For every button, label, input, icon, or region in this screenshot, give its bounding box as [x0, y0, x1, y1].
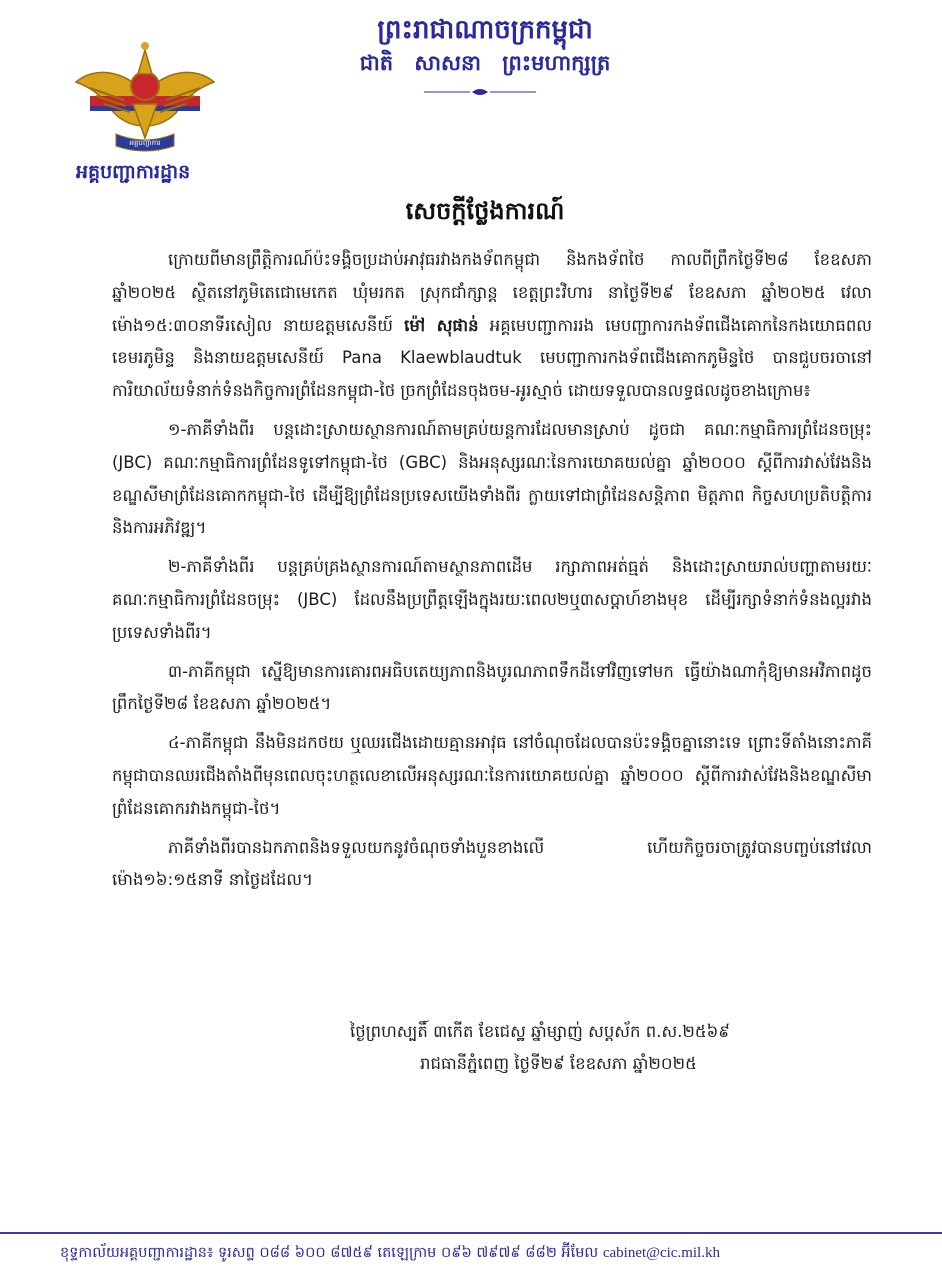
point-4: ៤-ភាគីកម្ពុជា នឹងមិនដកថយ ឬឈរជើងដោយគ្មានអាវុធ នៅចំណុចដែលបានប៉ះទង្គិចគ្នានោះទេ ព្រោះទីតាំងនោះភាគីកម្ពុជាបានឈរជើងតាំងពីមុនពេលចុះហត្ថលេខាលើអនុស្សរណៈនៃការយោគយល់គ្នា ឆ្នាំ២០០០ ស្តីពីការវាស់វែងនិងខណ្ឌសីមាព្រំដែនគោករវាងកម្ពុជា-ថៃ។	[112, 733, 872, 818]
intro-paragraph	[112, 244, 872, 408]
intro-text-2: អគ្គមេបញ្ជាការរង មេបញ្ជាការកងទ័ពជើងគោកនៃកងយោធពលខេមរភូមិន្ទ និងនាយឧត្តមសេនីយ៍ Pana Klaewblaudtuk មេបញ្ជាការកងទ័ពជើងគោកភូមិន្ទថៃ បានជួបចរចានៅការិយាល័យទំនាក់ទំនងកិច្ចការព្រំដែនកម្ពុជា-ថៃ ច្រកព្រំដែនចុងចម-អូរស្មាច់ ដោយទទួលបានលទ្ធផលដូចខាងក្រោម៖	[112, 315, 872, 401]
solar-date: រាជធានីភ្នំពេញ ថ្ងៃទី២៩ ខែឧសភា ឆ្នាំ២០២៥	[420, 1054, 697, 1073]
lunar-date: ថ្ងៃព្រហស្បតិ៍ ៣កើត ខែជេស្ឋ ឆ្នាំម្សាញ់ សប្តស័ក ព.ស.២៥៦៩	[350, 1022, 730, 1041]
ornament-divider-icon	[420, 84, 540, 100]
date-block	[330, 1016, 870, 1080]
command-name: អគ្គបញ្ជាការដ្ឋាន	[76, 161, 191, 183]
closing-paragraph: ភាគីទាំងពីរបានឯកភាពនិងទទួលយកនូវចំណុចទាំងបួនខាងលើ ហើយកិច្ចចរចាត្រូវបានបញ្ចប់នៅវេលាម៉ោង១៦:១៥នាទី នាថ្ងៃដដែល។	[112, 837, 872, 890]
army-emblem-icon	[70, 30, 220, 160]
footer-contact-text: ខុទ្ទកាល័យអគ្គបញ្ជាការដ្ឋាន៖ ទូរសព្ទ ០៨៨ ៦០០ ៨៧៥៩ តេឡេក្រាម ០៩៦ ៧៩៧៩ ៨៨២ អ៊ីមែល	[60, 1245, 599, 1261]
kingdom-title: ព្រះរាជាណាចក្រកម្ពុជា	[377, 15, 593, 45]
footer-email-link[interactable]: cabinet@cic.mil.kh	[602, 1245, 720, 1261]
point-2: ២-ភាគីទាំងពីរ បន្តគ្រប់គ្រងស្ថានការណ៍តាមស្ថានភាពដើម រក្សាភាពអត់ធ្មត់ និងដោះស្រាយរាល់បញ្ហាតាមរយៈគណៈកម្មាធិការព្រំដែនចម្រុះ (JBC) ដែលនឹងប្រព្រឹត្តឡើងក្នុងរយៈពេល២ឬ៣សប្តាហ៍ខាងមុខ ដើម្បីរក្សាទំនាក់ទំនងល្អរវាងប្រទេសទាំងពីរ។	[112, 557, 872, 642]
point-1: ១-ភាគីទាំងពីរ បន្តដោះស្រាយស្ថានការណ៍តាមគ្រប់យន្តការដែលមានស្រាប់ ដូចជា គណៈកម្មាធិការព្រំដែនចម្រុះ (JBC) គណៈកម្មាធិការព្រំដែនទូទៅកម្ពុជា-ថៃ (GBC) និងអនុស្សរណៈនៃការយោគយល់គ្នា ឆ្នាំ២០០០ ស្តីពីការវាស់វែងនិងខណ្ឌសីមាព្រំដែនគោកកម្ពុជា-ថៃ ដើម្បីឱ្យព្រំដែនប្រទេសយើងទាំងពីរ ក្លាយទៅជាព្រំដែនសន្តិភាព មិត្តភាព កិច្ចសហប្រតិបត្តិការ និងការអភិវឌ្ឍ។	[112, 419, 872, 538]
document-title: សេចក្តីថ្លែងការណ៍	[405, 197, 565, 225]
official-name: ម៉ៅ សុផាន់	[404, 315, 479, 335]
footer-divider	[0, 1232, 942, 1234]
footer-contact	[60, 1244, 900, 1265]
svg-text:អគ្គបញ្ជាការ: អគ្គបញ្ជាការ	[129, 139, 161, 147]
intro-text-1: ក្រោយពីមានព្រឹត្តិការណ៍ប៉ះទង្គិចប្រដាប់អាវុធរវាងកងទ័ពកម្ពុជា និងកងទ័ពថៃ កាលពីព្រឹកថ្ងៃទី២៨ ខែឧសភា ឆ្នាំ២០២៥ ស្ថិតនៅភូមិតេជោមេកេត ឃុំមរកត ស្រុកជាំក្សាន្ត ខេត្តព្រះវិហារ នាថ្ងៃទី២៩ ខែឧសភា ឆ្នាំ២០២៥ វេលាម៉ោង១៥:៣០នាទីរសៀល នាយឧត្តមសេនីយ៍	[112, 250, 872, 335]
statement-body	[112, 244, 872, 897]
kingdom-header	[300, 12, 670, 78]
kingdom-motto: ជាតិ សាសនា ព្រះមហាក្សត្រ	[359, 51, 611, 75]
point-3: ៣-ភាគីកម្ពុជា ស្នើឱ្យមានការគោរពអធិបតេយ្យភាពនិងបូរណភាពទឹកដីទៅវិញទៅមក ធ្វើយ៉ាងណាកុំឱ្យមានអវិភាពដូចព្រឹកថ្ងៃទី២៨ ខែឧសភា ឆ្នាំ២០២៥។	[112, 661, 872, 714]
